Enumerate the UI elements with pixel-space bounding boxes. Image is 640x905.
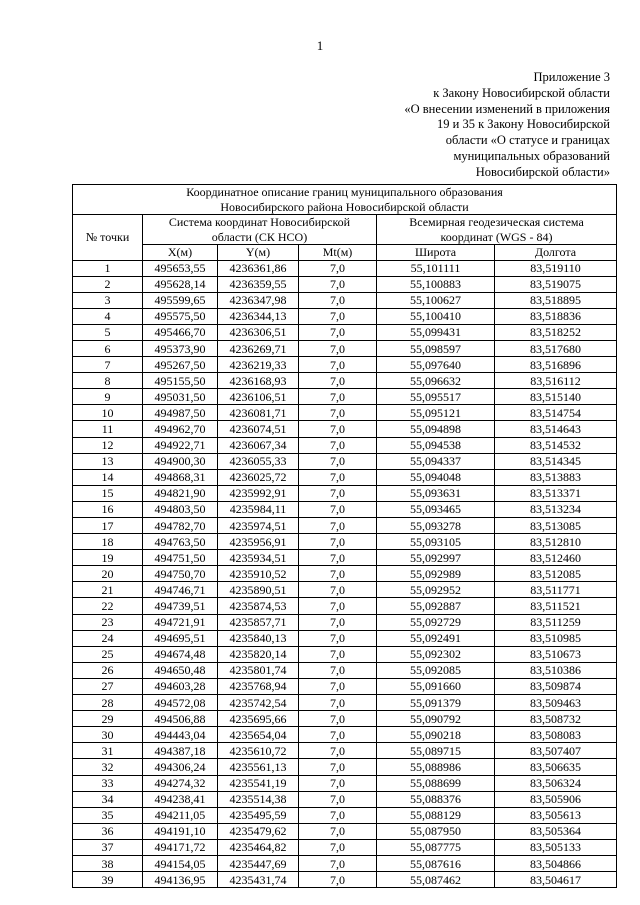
cell-x: 495575,50 <box>143 308 218 324</box>
table-row <box>73 534 617 550</box>
cell-mt: 7,0 <box>299 518 377 534</box>
cell-point-no: 11 <box>73 421 143 437</box>
header-y: Y(м) <box>218 245 299 261</box>
cell-mt: 7,0 <box>299 453 377 469</box>
cell-point-no: 8 <box>73 373 143 389</box>
header-line: Система координат Новосибирской <box>168 215 351 229</box>
cell-lon: 83,505613 <box>495 807 617 823</box>
cell-y: 4236347,98 <box>218 292 299 308</box>
header-x: X(м) <box>143 245 218 261</box>
cell-lon: 83,509874 <box>495 678 617 694</box>
cell-lon: 83,511771 <box>495 582 617 598</box>
cell-point-no: 26 <box>73 662 143 678</box>
cell-lat: 55,092887 <box>377 598 495 614</box>
cell-x: 494674,48 <box>143 646 218 662</box>
cell-point-no: 3 <box>73 292 143 308</box>
cell-y: 4235984,11 <box>218 501 299 517</box>
cell-point-no: 17 <box>73 518 143 534</box>
coordinates-table <box>72 184 617 888</box>
cell-lon: 83,504866 <box>495 855 617 871</box>
cell-lat: 55,092989 <box>377 566 495 582</box>
cell-mt: 7,0 <box>299 389 377 405</box>
cell-lat: 55,094337 <box>377 453 495 469</box>
cell-lat: 55,094538 <box>377 437 495 453</box>
cell-lat: 55,096632 <box>377 373 495 389</box>
cell-lon: 83,510985 <box>495 630 617 646</box>
cell-point-no: 39 <box>73 872 143 888</box>
cell-y: 4235464,82 <box>218 839 299 855</box>
cell-point-no: 14 <box>73 469 143 485</box>
cell-x: 494821,90 <box>143 485 218 501</box>
appendix-line: к Закону Новосибирской области <box>433 85 610 100</box>
cell-lon: 83,511259 <box>495 614 617 630</box>
table-title-line: Новосибирского района Новосибирской области <box>220 199 469 214</box>
table-title <box>73 185 617 215</box>
cell-y: 4236219,33 <box>218 357 299 373</box>
table-row <box>73 711 617 727</box>
cell-lon: 83,508083 <box>495 727 617 743</box>
cell-y: 4236168,93 <box>218 373 299 389</box>
cell-y: 4235541,19 <box>218 775 299 791</box>
cell-x: 494572,08 <box>143 695 218 711</box>
table-row <box>73 807 617 823</box>
cell-x: 494136,95 <box>143 872 218 888</box>
cell-y: 4236344,13 <box>218 308 299 324</box>
cell-x: 495267,50 <box>143 357 218 373</box>
cell-mt: 7,0 <box>299 340 377 356</box>
cell-mt: 7,0 <box>299 614 377 630</box>
cell-x: 494751,50 <box>143 550 218 566</box>
cell-lon: 83,514532 <box>495 437 617 453</box>
cell-lat: 55,091660 <box>377 678 495 694</box>
cell-mt: 7,0 <box>299 437 377 453</box>
appendix-header <box>404 70 610 181</box>
cell-lat: 55,095517 <box>377 389 495 405</box>
cell-lat: 55,088376 <box>377 791 495 807</box>
cell-lon: 83,517680 <box>495 340 617 356</box>
cell-x: 494603,28 <box>143 678 218 694</box>
cell-point-no: 4 <box>73 308 143 324</box>
cell-y: 4236359,55 <box>218 276 299 292</box>
table-row <box>73 791 617 807</box>
cell-y: 4235890,51 <box>218 582 299 598</box>
cell-mt: 7,0 <box>299 807 377 823</box>
cell-lat: 55,099431 <box>377 324 495 340</box>
cell-y: 4235874,53 <box>218 598 299 614</box>
cell-lon: 83,506635 <box>495 759 617 775</box>
cell-mt: 7,0 <box>299 839 377 855</box>
cell-y: 4235561,13 <box>218 759 299 775</box>
cell-x: 494900,30 <box>143 453 218 469</box>
cell-point-no: 5 <box>73 324 143 340</box>
cell-point-no: 32 <box>73 759 143 775</box>
cell-x: 494387,18 <box>143 743 218 759</box>
cell-mt: 7,0 <box>299 501 377 517</box>
cell-y: 4235857,71 <box>218 614 299 630</box>
cell-lat: 55,087462 <box>377 872 495 888</box>
cell-y: 4235820,14 <box>218 646 299 662</box>
table-row <box>73 469 617 485</box>
cell-mt: 7,0 <box>299 678 377 694</box>
cell-y: 4236067,34 <box>218 437 299 453</box>
cell-lon: 83,519075 <box>495 276 617 292</box>
cell-lon: 83,513085 <box>495 518 617 534</box>
cell-point-no: 34 <box>73 791 143 807</box>
cell-point-no: 7 <box>73 357 143 373</box>
cell-point-no: 12 <box>73 437 143 453</box>
cell-y: 4235610,72 <box>218 743 299 759</box>
cell-point-no: 1 <box>73 260 143 276</box>
cell-lat: 55,089715 <box>377 743 495 759</box>
cell-lon: 83,511521 <box>495 598 617 614</box>
cell-y: 4235974,51 <box>218 518 299 534</box>
cell-lon: 83,518895 <box>495 292 617 308</box>
cell-y: 4236025,72 <box>218 469 299 485</box>
table-row <box>73 775 617 791</box>
cell-x: 494721,91 <box>143 614 218 630</box>
table-row <box>73 421 617 437</box>
cell-y: 4235801,74 <box>218 662 299 678</box>
cell-point-no: 33 <box>73 775 143 791</box>
table-row <box>73 839 617 855</box>
cell-mt: 7,0 <box>299 421 377 437</box>
cell-x: 495466,70 <box>143 324 218 340</box>
cell-mt: 7,0 <box>299 582 377 598</box>
cell-lat: 55,092302 <box>377 646 495 662</box>
cell-mt: 7,0 <box>299 534 377 550</box>
cell-mt: 7,0 <box>299 743 377 759</box>
cell-lat: 55,088986 <box>377 759 495 775</box>
cell-y: 4235742,54 <box>218 695 299 711</box>
cell-mt: 7,0 <box>299 324 377 340</box>
table-row <box>73 678 617 694</box>
cell-lat: 55,088129 <box>377 807 495 823</box>
cell-lon: 83,510386 <box>495 662 617 678</box>
cell-y: 4236306,51 <box>218 324 299 340</box>
cell-x: 494868,31 <box>143 469 218 485</box>
table-row <box>73 727 617 743</box>
cell-y: 4236361,86 <box>218 260 299 276</box>
table-row <box>73 550 617 566</box>
cell-point-no: 35 <box>73 807 143 823</box>
header-line: координат (WGS - 84) <box>440 229 553 244</box>
cell-x: 495373,90 <box>143 340 218 356</box>
cell-x: 495628,14 <box>143 276 218 292</box>
cell-lat: 55,090218 <box>377 727 495 743</box>
cell-lat: 55,087775 <box>377 839 495 855</box>
table-row <box>73 662 617 678</box>
table-row <box>73 389 617 405</box>
cell-x: 494739,51 <box>143 598 218 614</box>
table-row <box>73 324 617 340</box>
cell-mt: 7,0 <box>299 727 377 743</box>
cell-lat: 55,092997 <box>377 550 495 566</box>
cell-lat: 55,094898 <box>377 421 495 437</box>
cell-lon: 83,512460 <box>495 550 617 566</box>
cell-lon: 83,504617 <box>495 872 617 888</box>
cell-lat: 55,095121 <box>377 405 495 421</box>
table-row <box>73 759 617 775</box>
cell-lat: 55,093105 <box>377 534 495 550</box>
cell-lat: 55,088699 <box>377 775 495 791</box>
header-lat: Широта <box>377 245 495 261</box>
cell-mt: 7,0 <box>299 485 377 501</box>
cell-y: 4236055,33 <box>218 453 299 469</box>
cell-x: 494443,04 <box>143 727 218 743</box>
table-row <box>73 582 617 598</box>
cell-lon: 83,516112 <box>495 373 617 389</box>
cell-x: 494746,71 <box>143 582 218 598</box>
cell-lat: 55,098597 <box>377 340 495 356</box>
cell-y: 4235695,66 <box>218 711 299 727</box>
table-row <box>73 872 617 888</box>
cell-lon: 83,512085 <box>495 566 617 582</box>
table-row <box>73 260 617 276</box>
table-row <box>73 598 617 614</box>
cell-mt: 7,0 <box>299 276 377 292</box>
cell-mt: 7,0 <box>299 357 377 373</box>
table-row <box>73 292 617 308</box>
cell-mt: 7,0 <box>299 308 377 324</box>
cell-lon: 83,507407 <box>495 743 617 759</box>
cell-x: 494962,70 <box>143 421 218 437</box>
cell-mt: 7,0 <box>299 872 377 888</box>
cell-lat: 55,090792 <box>377 711 495 727</box>
cell-y: 4236269,71 <box>218 340 299 356</box>
cell-point-no: 25 <box>73 646 143 662</box>
header-point-no: № точки <box>73 215 143 261</box>
cell-mt: 7,0 <box>299 711 377 727</box>
cell-x: 494987,50 <box>143 405 218 421</box>
cell-x: 494238,41 <box>143 791 218 807</box>
cell-lat: 55,101111 <box>377 260 495 276</box>
cell-lat: 55,094048 <box>377 469 495 485</box>
cell-point-no: 6 <box>73 340 143 356</box>
cell-lon: 83,505133 <box>495 839 617 855</box>
cell-point-no: 23 <box>73 614 143 630</box>
cell-point-no: 29 <box>73 711 143 727</box>
cell-x: 494506,88 <box>143 711 218 727</box>
table-row <box>73 357 617 373</box>
cell-lon: 83,514345 <box>495 453 617 469</box>
cell-lat: 55,092491 <box>377 630 495 646</box>
cell-lat: 55,100883 <box>377 276 495 292</box>
cell-lon: 83,508732 <box>495 711 617 727</box>
cell-x: 494695,51 <box>143 630 218 646</box>
cell-y: 4235495,59 <box>218 807 299 823</box>
cell-x: 494191,10 <box>143 823 218 839</box>
cell-point-no: 30 <box>73 727 143 743</box>
appendix-line: муниципальных образований <box>453 148 610 163</box>
appendix-line: области «О статусе и границах <box>445 133 610 148</box>
table-row <box>73 485 617 501</box>
cell-x: 494274,32 <box>143 775 218 791</box>
cell-x: 495653,55 <box>143 260 218 276</box>
cell-y: 4235840,13 <box>218 630 299 646</box>
cell-point-no: 18 <box>73 534 143 550</box>
cell-point-no: 36 <box>73 823 143 839</box>
table-row <box>73 518 617 534</box>
table-body <box>73 260 617 888</box>
table-row <box>73 630 617 646</box>
header-line: области (СК НСО) <box>211 229 308 244</box>
header-mt: Mt(м) <box>299 245 377 261</box>
cell-mt: 7,0 <box>299 373 377 389</box>
table-row <box>73 276 617 292</box>
cell-lat: 55,100627 <box>377 292 495 308</box>
cell-x: 494922,71 <box>143 437 218 453</box>
table-row <box>73 437 617 453</box>
cell-y: 4235992,91 <box>218 485 299 501</box>
table-row <box>73 340 617 356</box>
cell-x: 494650,48 <box>143 662 218 678</box>
cell-lat: 55,091379 <box>377 695 495 711</box>
cell-mt: 7,0 <box>299 598 377 614</box>
appendix-line: «О внесении изменений в приложения <box>404 101 610 116</box>
cell-lon: 83,514643 <box>495 421 617 437</box>
cell-point-no: 15 <box>73 485 143 501</box>
cell-mt: 7,0 <box>299 775 377 791</box>
appendix-line: Приложение 3 <box>533 70 610 84</box>
cell-lon: 83,515140 <box>495 389 617 405</box>
cell-point-no: 22 <box>73 598 143 614</box>
cell-point-no: 2 <box>73 276 143 292</box>
table-row <box>73 855 617 871</box>
cell-y: 4236074,51 <box>218 421 299 437</box>
cell-lon: 83,513234 <box>495 501 617 517</box>
cell-mt: 7,0 <box>299 759 377 775</box>
cell-mt: 7,0 <box>299 646 377 662</box>
cell-lat: 55,092729 <box>377 614 495 630</box>
cell-y: 4235910,52 <box>218 566 299 582</box>
table-row <box>73 405 617 421</box>
cell-point-no: 10 <box>73 405 143 421</box>
cell-x: 494803,50 <box>143 501 218 517</box>
table-row <box>73 614 617 630</box>
cell-y: 4235431,74 <box>218 872 299 888</box>
appendix-line: 19 и 35 к Закону Новосибирской <box>437 117 610 132</box>
cell-y: 4235479,62 <box>218 823 299 839</box>
appendix-line: Новосибирской области» <box>475 164 610 179</box>
cell-lon: 83,514754 <box>495 405 617 421</box>
cell-lat: 55,087616 <box>377 855 495 871</box>
cell-lon: 83,513371 <box>495 485 617 501</box>
cell-lat: 55,093631 <box>377 485 495 501</box>
cell-x: 494763,50 <box>143 534 218 550</box>
cell-mt: 7,0 <box>299 791 377 807</box>
cell-point-no: 28 <box>73 695 143 711</box>
cell-lat: 55,092085 <box>377 662 495 678</box>
table-row <box>73 823 617 839</box>
cell-mt: 7,0 <box>299 823 377 839</box>
cell-lat: 55,100410 <box>377 308 495 324</box>
cell-mt: 7,0 <box>299 630 377 646</box>
table-row <box>73 743 617 759</box>
table-row <box>73 308 617 324</box>
table-title-line: Координатное описание границ муниципального образования <box>186 185 503 199</box>
cell-point-no: 16 <box>73 501 143 517</box>
cell-lon: 83,516896 <box>495 357 617 373</box>
cell-point-no: 27 <box>73 678 143 694</box>
cell-point-no: 38 <box>73 855 143 871</box>
cell-x: 494750,70 <box>143 566 218 582</box>
cell-y: 4235514,38 <box>218 791 299 807</box>
cell-x: 494171,72 <box>143 839 218 855</box>
cell-x: 495599,65 <box>143 292 218 308</box>
cell-y: 4235934,51 <box>218 550 299 566</box>
cell-lon: 83,512810 <box>495 534 617 550</box>
header-global-system <box>377 215 617 245</box>
cell-point-no: 37 <box>73 839 143 855</box>
cell-lon: 83,513883 <box>495 469 617 485</box>
cell-point-no: 21 <box>73 582 143 598</box>
table-row <box>73 501 617 517</box>
cell-point-no: 24 <box>73 630 143 646</box>
cell-mt: 7,0 <box>299 695 377 711</box>
cell-point-no: 9 <box>73 389 143 405</box>
cell-point-no: 31 <box>73 743 143 759</box>
cell-point-no: 19 <box>73 550 143 566</box>
header-local-system <box>143 215 377 245</box>
cell-lon: 83,519110 <box>495 260 617 276</box>
cell-mt: 7,0 <box>299 662 377 678</box>
cell-mt: 7,0 <box>299 550 377 566</box>
cell-mt: 7,0 <box>299 469 377 485</box>
cell-lon: 83,505906 <box>495 791 617 807</box>
table-row <box>73 566 617 582</box>
cell-mt: 7,0 <box>299 292 377 308</box>
table-row <box>73 453 617 469</box>
cell-y: 4235768,94 <box>218 678 299 694</box>
cell-y: 4236081,71 <box>218 405 299 421</box>
cell-lat: 55,092952 <box>377 582 495 598</box>
table-row <box>73 646 617 662</box>
cell-lon: 83,509463 <box>495 695 617 711</box>
cell-y: 4235654,04 <box>218 727 299 743</box>
cell-x: 495155,50 <box>143 373 218 389</box>
cell-point-no: 13 <box>73 453 143 469</box>
cell-lat: 55,097640 <box>377 357 495 373</box>
header-lon: Долгота <box>495 245 617 261</box>
cell-point-no: 20 <box>73 566 143 582</box>
page-number: 1 <box>316 38 324 53</box>
table-row <box>73 695 617 711</box>
cell-lon: 83,506324 <box>495 775 617 791</box>
cell-x: 494782,70 <box>143 518 218 534</box>
cell-mt: 7,0 <box>299 405 377 421</box>
cell-lon: 83,518836 <box>495 308 617 324</box>
cell-mt: 7,0 <box>299 566 377 582</box>
cell-lon: 83,510673 <box>495 646 617 662</box>
cell-x: 494306,24 <box>143 759 218 775</box>
cell-lat: 55,093278 <box>377 518 495 534</box>
cell-mt: 7,0 <box>299 260 377 276</box>
cell-y: 4235447,69 <box>218 855 299 871</box>
cell-mt: 7,0 <box>299 855 377 871</box>
cell-lat: 55,093465 <box>377 501 495 517</box>
cell-lat: 55,087950 <box>377 823 495 839</box>
cell-x: 494154,05 <box>143 855 218 871</box>
cell-lon: 83,518252 <box>495 324 617 340</box>
table-row <box>73 373 617 389</box>
cell-x: 495031,50 <box>143 389 218 405</box>
header-line: Всемирная геодезическая система <box>409 215 584 229</box>
cell-y: 4235956,91 <box>218 534 299 550</box>
cell-lon: 83,505364 <box>495 823 617 839</box>
cell-y: 4236106,51 <box>218 389 299 405</box>
cell-x: 494211,05 <box>143 807 218 823</box>
